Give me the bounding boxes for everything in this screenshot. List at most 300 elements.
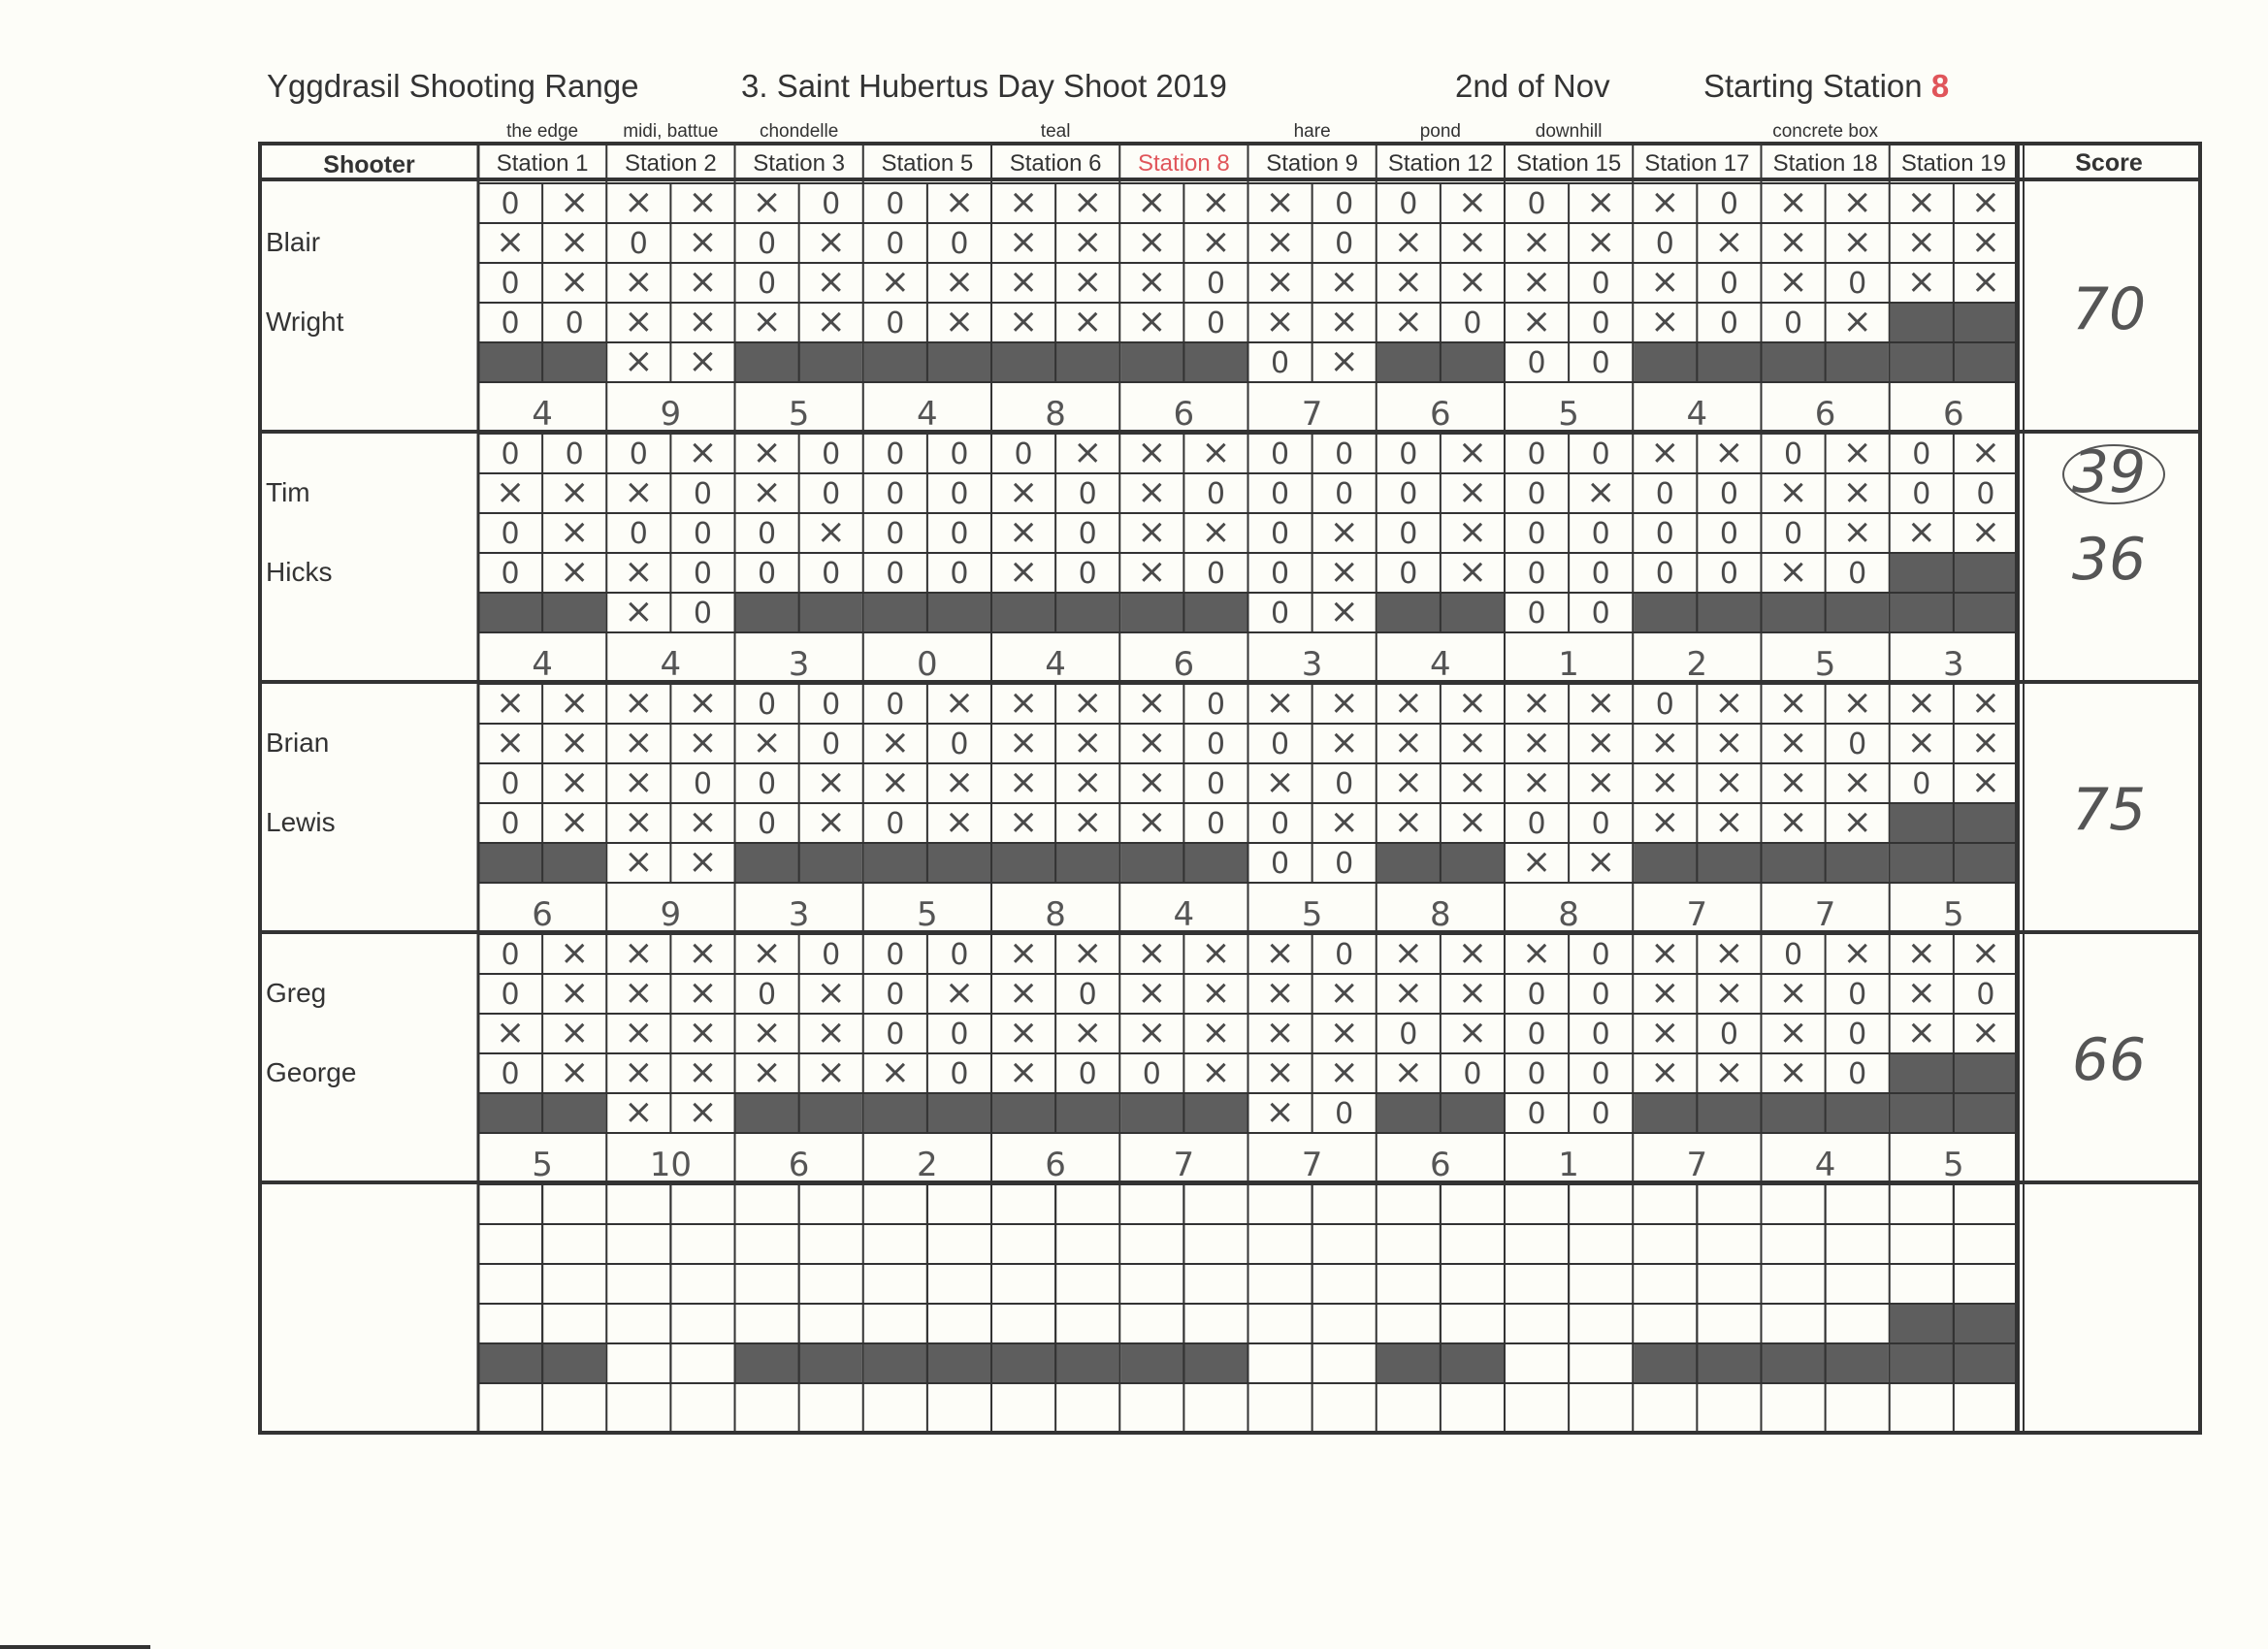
hit-mark: 0 bbox=[1399, 477, 1418, 511]
hit-mark: 0 bbox=[1271, 517, 1290, 551]
miss-mark: × bbox=[1906, 182, 1936, 222]
hit-mark: 0 bbox=[1591, 1018, 1610, 1051]
miss-mark: × bbox=[495, 683, 526, 723]
station-total: 0 bbox=[917, 645, 938, 684]
score-header: Score bbox=[2075, 149, 2143, 177]
hit-mark: 0 bbox=[886, 938, 905, 972]
miss-mark: × bbox=[1521, 762, 1552, 802]
miss-mark: × bbox=[688, 723, 718, 762]
hit-mark: 0 bbox=[1912, 437, 1931, 471]
scan-edge bbox=[0, 1645, 150, 1649]
miss-mark: × bbox=[1393, 302, 1423, 341]
miss-mark: × bbox=[1265, 683, 1295, 723]
hit-mark: 0 bbox=[1591, 557, 1610, 591]
station-total: 6 bbox=[1045, 1146, 1066, 1184]
hit-mark: 0 bbox=[1655, 227, 1674, 261]
hit-mark: 0 bbox=[1206, 807, 1225, 841]
hit-mark: 0 bbox=[501, 437, 520, 471]
miss-mark: × bbox=[624, 1013, 654, 1052]
station-label: Station 2 bbox=[625, 150, 717, 177]
miss-mark: × bbox=[1008, 182, 1039, 222]
miss-mark: × bbox=[944, 762, 975, 802]
hit-mark: 0 bbox=[886, 688, 905, 722]
hit-mark: 0 bbox=[1206, 477, 1225, 511]
hit-mark: 0 bbox=[1206, 688, 1225, 722]
shooter-first-name: Blair bbox=[266, 227, 321, 257]
miss-mark: × bbox=[1393, 262, 1423, 302]
miss-mark: × bbox=[1842, 512, 1872, 552]
shooter-score: 70 bbox=[2071, 275, 2147, 343]
hit-mark: 0 bbox=[1335, 227, 1354, 261]
hit-mark: 0 bbox=[1784, 517, 1803, 551]
miss-mark: × bbox=[688, 1052, 718, 1092]
station-total: 10 bbox=[649, 1146, 693, 1184]
miss-mark: × bbox=[1650, 182, 1680, 222]
hit-mark: 0 bbox=[1976, 477, 1995, 511]
miss-mark: × bbox=[624, 341, 654, 381]
hit-mark: 0 bbox=[1591, 978, 1610, 1012]
station-total: 1 bbox=[1558, 1146, 1579, 1184]
station-total: 5 bbox=[532, 1146, 553, 1184]
hit-mark: 0 bbox=[1527, 346, 1546, 380]
hit-mark: 0 bbox=[1591, 938, 1610, 972]
hit-mark: 0 bbox=[1078, 477, 1097, 511]
station-total: 4 bbox=[1045, 645, 1066, 684]
station-total: 5 bbox=[1558, 395, 1579, 434]
miss-mark: × bbox=[1008, 302, 1039, 341]
miss-mark: × bbox=[1201, 1013, 1231, 1052]
miss-mark: × bbox=[944, 802, 975, 842]
miss-mark: × bbox=[1842, 222, 1872, 262]
station-total: 5 bbox=[1814, 645, 1836, 684]
station-label: Station 17 bbox=[1644, 150, 1750, 177]
miss-mark: × bbox=[1393, 973, 1423, 1013]
hit-mark: 0 bbox=[950, 1057, 969, 1091]
hit-mark: 0 bbox=[1784, 307, 1803, 340]
miss-mark: × bbox=[1137, 723, 1167, 762]
miss-mark: × bbox=[1393, 222, 1423, 262]
miss-mark: × bbox=[1457, 433, 1488, 472]
miss-mark: × bbox=[688, 933, 718, 973]
hit-mark: 0 bbox=[1014, 437, 1033, 471]
miss-mark: × bbox=[1265, 182, 1295, 222]
miss-mark: × bbox=[1842, 762, 1872, 802]
miss-mark: × bbox=[752, 1013, 782, 1052]
miss-mark: × bbox=[1714, 683, 1744, 723]
miss-mark: × bbox=[1778, 802, 1808, 842]
hit-mark: 0 bbox=[1463, 1057, 1482, 1091]
station-total: 4 bbox=[1173, 895, 1195, 934]
miss-mark: × bbox=[1457, 472, 1488, 512]
miss-mark: × bbox=[1650, 433, 1680, 472]
miss-mark: × bbox=[688, 842, 718, 882]
miss-mark: × bbox=[1008, 683, 1039, 723]
hit-mark: 0 bbox=[1527, 597, 1546, 630]
miss-mark: × bbox=[688, 1092, 718, 1132]
hit-mark: 0 bbox=[886, 978, 905, 1012]
miss-mark: × bbox=[1393, 802, 1423, 842]
hit-mark: 0 bbox=[1271, 346, 1290, 380]
miss-mark: × bbox=[1137, 302, 1167, 341]
miss-mark: × bbox=[1650, 762, 1680, 802]
miss-mark: × bbox=[560, 512, 590, 552]
miss-mark: × bbox=[1201, 933, 1231, 973]
hit-mark: 0 bbox=[1976, 978, 1995, 1012]
hit-mark: 0 bbox=[822, 728, 841, 761]
miss-mark: × bbox=[688, 433, 718, 472]
hit-mark: 0 bbox=[1206, 767, 1225, 801]
miss-mark: × bbox=[752, 933, 782, 973]
miss-mark: × bbox=[560, 222, 590, 262]
miss-mark: × bbox=[1329, 1013, 1359, 1052]
hit-mark: 0 bbox=[1848, 1057, 1867, 1091]
hit-mark: 0 bbox=[1655, 557, 1674, 591]
hit-mark: 0 bbox=[501, 187, 520, 221]
hit-mark: 0 bbox=[501, 767, 520, 801]
miss-mark: × bbox=[1457, 723, 1488, 762]
hit-mark: 0 bbox=[1655, 688, 1674, 722]
miss-mark: × bbox=[1970, 512, 2001, 552]
station-total: 6 bbox=[1173, 645, 1195, 684]
hit-mark: 0 bbox=[1527, 477, 1546, 511]
station-total: 2 bbox=[917, 1146, 938, 1184]
station-total: 5 bbox=[1943, 895, 1964, 934]
miss-mark: × bbox=[688, 973, 718, 1013]
miss-mark: × bbox=[1201, 433, 1231, 472]
station-total: 3 bbox=[788, 645, 810, 684]
station-label: Station 19 bbox=[1900, 150, 2006, 177]
hit-mark: 0 bbox=[950, 477, 969, 511]
hit-mark: 0 bbox=[501, 807, 520, 841]
miss-mark: × bbox=[752, 302, 782, 341]
miss-mark: × bbox=[1714, 762, 1744, 802]
hit-mark: 0 bbox=[1719, 307, 1738, 340]
station-total: 6 bbox=[1173, 395, 1195, 434]
miss-mark: × bbox=[1778, 222, 1808, 262]
miss-mark: × bbox=[1265, 302, 1295, 341]
hit-mark: 0 bbox=[1527, 1057, 1546, 1091]
hit-mark: 0 bbox=[822, 437, 841, 471]
miss-mark: × bbox=[624, 683, 654, 723]
station-total: 7 bbox=[1814, 895, 1836, 934]
hit-mark: 0 bbox=[693, 517, 712, 551]
miss-mark: × bbox=[1073, 433, 1103, 472]
starting-station-value: 8 bbox=[1930, 68, 1950, 104]
miss-mark: × bbox=[560, 973, 590, 1013]
miss-mark: × bbox=[1778, 723, 1808, 762]
hit-mark: 0 bbox=[1719, 267, 1738, 301]
miss-mark: × bbox=[560, 262, 590, 302]
event-date: 2nd of Nov bbox=[1455, 68, 1610, 104]
miss-mark: × bbox=[944, 302, 975, 341]
hit-mark: 0 bbox=[1848, 978, 1867, 1012]
miss-mark: × bbox=[1137, 683, 1167, 723]
miss-mark: × bbox=[1008, 262, 1039, 302]
hit-mark: 0 bbox=[758, 688, 777, 722]
station-total: 5 bbox=[788, 395, 810, 434]
miss-mark: × bbox=[816, 1052, 846, 1092]
miss-mark: × bbox=[1393, 723, 1423, 762]
station-total: 2 bbox=[1686, 645, 1708, 684]
miss-mark: × bbox=[880, 723, 910, 762]
miss-mark: × bbox=[1521, 262, 1552, 302]
miss-mark: × bbox=[1970, 762, 2001, 802]
station-label: Station 6 bbox=[1009, 150, 1102, 177]
miss-mark: × bbox=[624, 842, 654, 882]
miss-mark: × bbox=[624, 973, 654, 1013]
miss-mark: × bbox=[560, 472, 590, 512]
station-label: Station 18 bbox=[1772, 150, 1878, 177]
shooter-score: 36 bbox=[2071, 526, 2147, 594]
miss-mark: × bbox=[1521, 222, 1552, 262]
miss-mark: × bbox=[1329, 302, 1359, 341]
station-total: 4 bbox=[1686, 395, 1708, 434]
miss-mark: × bbox=[1586, 182, 1616, 222]
hit-mark: 0 bbox=[693, 767, 712, 801]
miss-mark: × bbox=[688, 182, 718, 222]
miss-mark: × bbox=[1842, 683, 1872, 723]
event-title: 3. Saint Hubertus Day Shoot 2019 bbox=[741, 68, 1227, 104]
station-total: 4 bbox=[532, 645, 553, 684]
hit-mark: 0 bbox=[1527, 517, 1546, 551]
hit-mark: 0 bbox=[758, 557, 777, 591]
miss-mark: × bbox=[560, 723, 590, 762]
miss-mark: × bbox=[1906, 723, 1936, 762]
hit-mark: 0 bbox=[1719, 517, 1738, 551]
range-name: Yggdrasil Shooting Range bbox=[267, 68, 639, 104]
miss-mark: × bbox=[1521, 683, 1552, 723]
hit-mark: 0 bbox=[1591, 437, 1610, 471]
hit-mark: 0 bbox=[822, 187, 841, 221]
miss-mark: × bbox=[624, 552, 654, 592]
miss-mark: × bbox=[816, 973, 846, 1013]
miss-mark: × bbox=[1393, 933, 1423, 973]
miss-mark: × bbox=[1137, 762, 1167, 802]
miss-mark: × bbox=[1329, 723, 1359, 762]
miss-mark: × bbox=[1906, 683, 1936, 723]
miss-mark: × bbox=[688, 802, 718, 842]
miss-mark: × bbox=[1970, 1013, 2001, 1052]
hit-mark: 0 bbox=[1591, 597, 1610, 630]
miss-mark: × bbox=[1008, 723, 1039, 762]
miss-mark: × bbox=[1906, 222, 1936, 262]
station-total: 8 bbox=[1430, 895, 1451, 934]
station-total: 7 bbox=[1686, 1146, 1708, 1184]
miss-mark: × bbox=[944, 683, 975, 723]
shooter-header: Shooter bbox=[323, 151, 415, 178]
hit-mark: 0 bbox=[1719, 187, 1738, 221]
miss-mark: × bbox=[1586, 683, 1616, 723]
station-total: 8 bbox=[1558, 895, 1579, 934]
miss-mark: × bbox=[1650, 802, 1680, 842]
hit-mark: 0 bbox=[1591, 267, 1610, 301]
miss-mark: × bbox=[1970, 182, 2001, 222]
miss-mark: × bbox=[560, 552, 590, 592]
hit-mark: 0 bbox=[1142, 1057, 1161, 1091]
hit-mark: 0 bbox=[950, 938, 969, 972]
miss-mark: × bbox=[1457, 973, 1488, 1013]
miss-mark: × bbox=[1714, 1052, 1744, 1092]
miss-mark: × bbox=[1201, 182, 1231, 222]
miss-mark: × bbox=[1457, 222, 1488, 262]
miss-mark: × bbox=[816, 302, 846, 341]
hit-mark: 0 bbox=[1912, 477, 1931, 511]
miss-mark: × bbox=[1137, 933, 1167, 973]
miss-mark: × bbox=[1650, 262, 1680, 302]
miss-mark: × bbox=[624, 592, 654, 631]
hit-mark: 0 bbox=[1848, 1018, 1867, 1051]
miss-mark: × bbox=[1457, 933, 1488, 973]
miss-mark: × bbox=[624, 762, 654, 802]
shooter-first-name: Tim bbox=[266, 477, 310, 507]
miss-mark: × bbox=[1778, 683, 1808, 723]
miss-mark: × bbox=[752, 723, 782, 762]
hit-mark: 0 bbox=[950, 557, 969, 591]
hit-mark: 0 bbox=[1399, 437, 1418, 471]
miss-mark: × bbox=[1906, 973, 1936, 1013]
miss-mark: × bbox=[1842, 302, 1872, 341]
miss-mark: × bbox=[1329, 802, 1359, 842]
miss-mark: × bbox=[1265, 762, 1295, 802]
shooter-first-name: Greg bbox=[266, 978, 327, 1008]
hit-mark: 0 bbox=[1655, 477, 1674, 511]
miss-mark: × bbox=[495, 1013, 526, 1052]
hit-mark: 0 bbox=[1527, 187, 1546, 221]
miss-mark: × bbox=[816, 512, 846, 552]
miss-mark: × bbox=[1137, 1013, 1167, 1052]
starting-station-label: Starting Station bbox=[1703, 68, 1923, 104]
hit-mark: 0 bbox=[1784, 938, 1803, 972]
miss-mark: × bbox=[1137, 182, 1167, 222]
hit-mark: 0 bbox=[1271, 557, 1290, 591]
miss-mark: × bbox=[1586, 762, 1616, 802]
miss-mark: × bbox=[880, 762, 910, 802]
hit-mark: 0 bbox=[1591, 807, 1610, 841]
hit-mark: 0 bbox=[1206, 267, 1225, 301]
miss-mark: × bbox=[1137, 552, 1167, 592]
miss-mark: × bbox=[1073, 933, 1103, 973]
hit-mark: 0 bbox=[1271, 847, 1290, 881]
miss-mark: × bbox=[1073, 302, 1103, 341]
hit-mark: 0 bbox=[693, 557, 712, 591]
hit-mark: 0 bbox=[1527, 978, 1546, 1012]
miss-mark: × bbox=[1393, 683, 1423, 723]
hit-mark: 0 bbox=[1399, 1018, 1418, 1051]
station-label: Station 3 bbox=[753, 150, 845, 177]
station-total: 7 bbox=[1173, 1146, 1195, 1184]
miss-mark: × bbox=[1008, 933, 1039, 973]
miss-mark: × bbox=[1329, 683, 1359, 723]
miss-mark: × bbox=[1201, 222, 1231, 262]
hit-mark: 0 bbox=[758, 227, 777, 261]
hit-mark: 0 bbox=[1078, 1057, 1097, 1091]
hit-mark: 0 bbox=[886, 517, 905, 551]
station-total: 9 bbox=[660, 895, 682, 934]
hit-mark: 0 bbox=[1206, 728, 1225, 761]
hit-mark: 0 bbox=[1271, 437, 1290, 471]
miss-mark: × bbox=[1778, 472, 1808, 512]
station-total: 6 bbox=[1430, 395, 1451, 434]
hit-mark: 0 bbox=[1271, 807, 1290, 841]
station-total: 8 bbox=[1045, 395, 1066, 434]
hit-mark: 0 bbox=[1335, 437, 1354, 471]
station-total: 6 bbox=[788, 1146, 810, 1184]
miss-mark: × bbox=[752, 182, 782, 222]
hit-mark: 0 bbox=[758, 978, 777, 1012]
miss-mark: × bbox=[1137, 512, 1167, 552]
miss-mark: × bbox=[1073, 262, 1103, 302]
miss-mark: × bbox=[1842, 472, 1872, 512]
hit-mark: 0 bbox=[1591, 346, 1610, 380]
miss-mark: × bbox=[1778, 552, 1808, 592]
hit-mark: 0 bbox=[950, 227, 969, 261]
miss-mark: × bbox=[1329, 592, 1359, 631]
hit-mark: 0 bbox=[1078, 557, 1097, 591]
miss-mark: × bbox=[1714, 802, 1744, 842]
station-total: 9 bbox=[660, 395, 682, 434]
hit-mark: 0 bbox=[1078, 517, 1097, 551]
hit-mark: 0 bbox=[886, 187, 905, 221]
station-label: Station 1 bbox=[496, 150, 589, 177]
miss-mark: × bbox=[1329, 552, 1359, 592]
shooter-last-name: Lewis bbox=[266, 807, 336, 837]
hit-mark: 0 bbox=[501, 267, 520, 301]
miss-mark: × bbox=[1586, 472, 1616, 512]
miss-mark: × bbox=[1970, 433, 2001, 472]
shooter-score: 39 bbox=[2071, 438, 2147, 506]
hit-mark: 0 bbox=[1078, 978, 1097, 1012]
hit-mark: 0 bbox=[886, 807, 905, 841]
station-total: 3 bbox=[1301, 645, 1323, 684]
miss-mark: × bbox=[495, 472, 526, 512]
station-total: 5 bbox=[917, 895, 938, 934]
miss-mark: × bbox=[1137, 973, 1167, 1013]
station-total: 6 bbox=[1814, 395, 1836, 434]
miss-mark: × bbox=[1714, 433, 1744, 472]
hit-mark: 0 bbox=[1399, 517, 1418, 551]
miss-mark: × bbox=[624, 1052, 654, 1092]
miss-mark: × bbox=[688, 222, 718, 262]
hit-mark: 0 bbox=[886, 307, 905, 340]
miss-mark: × bbox=[624, 933, 654, 973]
miss-mark: × bbox=[1970, 723, 2001, 762]
hit-mark: 0 bbox=[1206, 307, 1225, 340]
station-target: midi, battue bbox=[623, 121, 719, 142]
miss-mark: × bbox=[1650, 723, 1680, 762]
hit-mark: 0 bbox=[886, 1018, 905, 1051]
hit-mark: 0 bbox=[758, 267, 777, 301]
miss-mark: × bbox=[1650, 302, 1680, 341]
miss-mark: × bbox=[1329, 341, 1359, 381]
hit-mark: 0 bbox=[950, 1018, 969, 1051]
miss-mark: × bbox=[944, 182, 975, 222]
miss-mark: × bbox=[688, 341, 718, 381]
hit-mark: 0 bbox=[629, 517, 648, 551]
miss-mark: × bbox=[1329, 262, 1359, 302]
miss-mark: × bbox=[1842, 433, 1872, 472]
station-total: 3 bbox=[1943, 645, 1964, 684]
hit-mark: 0 bbox=[1399, 187, 1418, 221]
miss-mark: × bbox=[1906, 262, 1936, 302]
miss-mark: × bbox=[944, 973, 975, 1013]
hit-mark: 0 bbox=[950, 517, 969, 551]
hit-mark: 0 bbox=[1591, 307, 1610, 340]
miss-mark: × bbox=[1457, 762, 1488, 802]
miss-mark: × bbox=[495, 222, 526, 262]
hit-mark: 0 bbox=[1848, 557, 1867, 591]
hit-mark: 0 bbox=[1719, 557, 1738, 591]
station-total: 4 bbox=[532, 395, 553, 434]
